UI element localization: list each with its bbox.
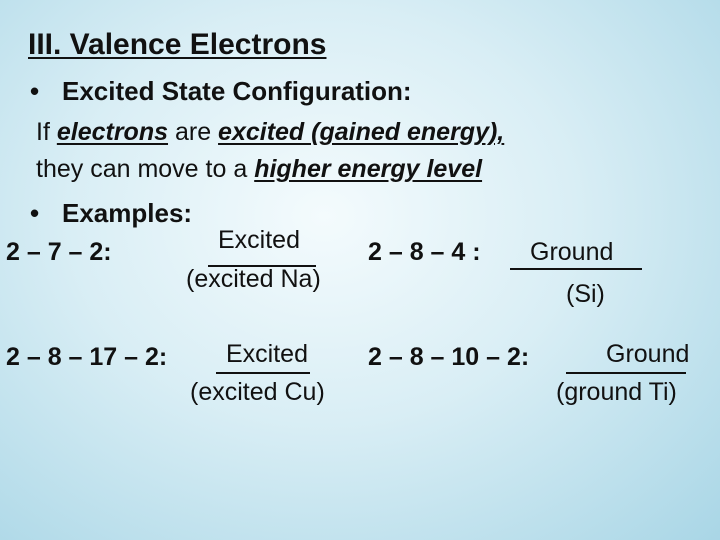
example-3-label: (excited Cu) [190,378,325,406]
definition-text: are [168,118,219,146]
example-4-label: (ground Ti) [556,378,677,406]
slide-title: III. Valence Electrons [28,28,327,61]
example-2-label: (Si) [566,280,605,308]
example-2-blank [510,268,642,270]
example-2-answer: Ground [530,238,614,266]
keyword-electrons: electrons [56,118,169,146]
bullet-excited-state-text: Excited State Configuration: [62,76,412,106]
example-4-answer: Ground [606,340,690,368]
bullet-examples [30,198,192,229]
example-1-config: 2 – 7 – 2: [6,238,112,266]
keyword-higher-energy-level: higher energy level [254,155,483,183]
example-1-label: (excited Na) [186,265,321,293]
example-3-blank [216,372,310,374]
definition-text: If [36,118,57,146]
bullet-excited-state [30,76,412,107]
definition-line-2 [36,155,482,184]
bullet-icon: • [30,76,40,106]
bullet-icon: • [30,198,40,228]
definition-line-1 [36,118,504,147]
keyword-excited: excited (gained energy), [218,118,505,146]
example-4-blank [566,372,686,374]
example-4-config: 2 – 8 – 10 – 2: [368,343,530,371]
bullet-examples-text: Examples: [62,198,193,228]
example-3-config: 2 – 8 – 17 – 2: [6,343,168,371]
example-3-answer: Excited [226,340,308,368]
example-2-config: 2 – 8 – 4 : [368,238,481,266]
definition-text: they can move to a [36,155,255,183]
example-1-answer: Excited [218,226,300,254]
